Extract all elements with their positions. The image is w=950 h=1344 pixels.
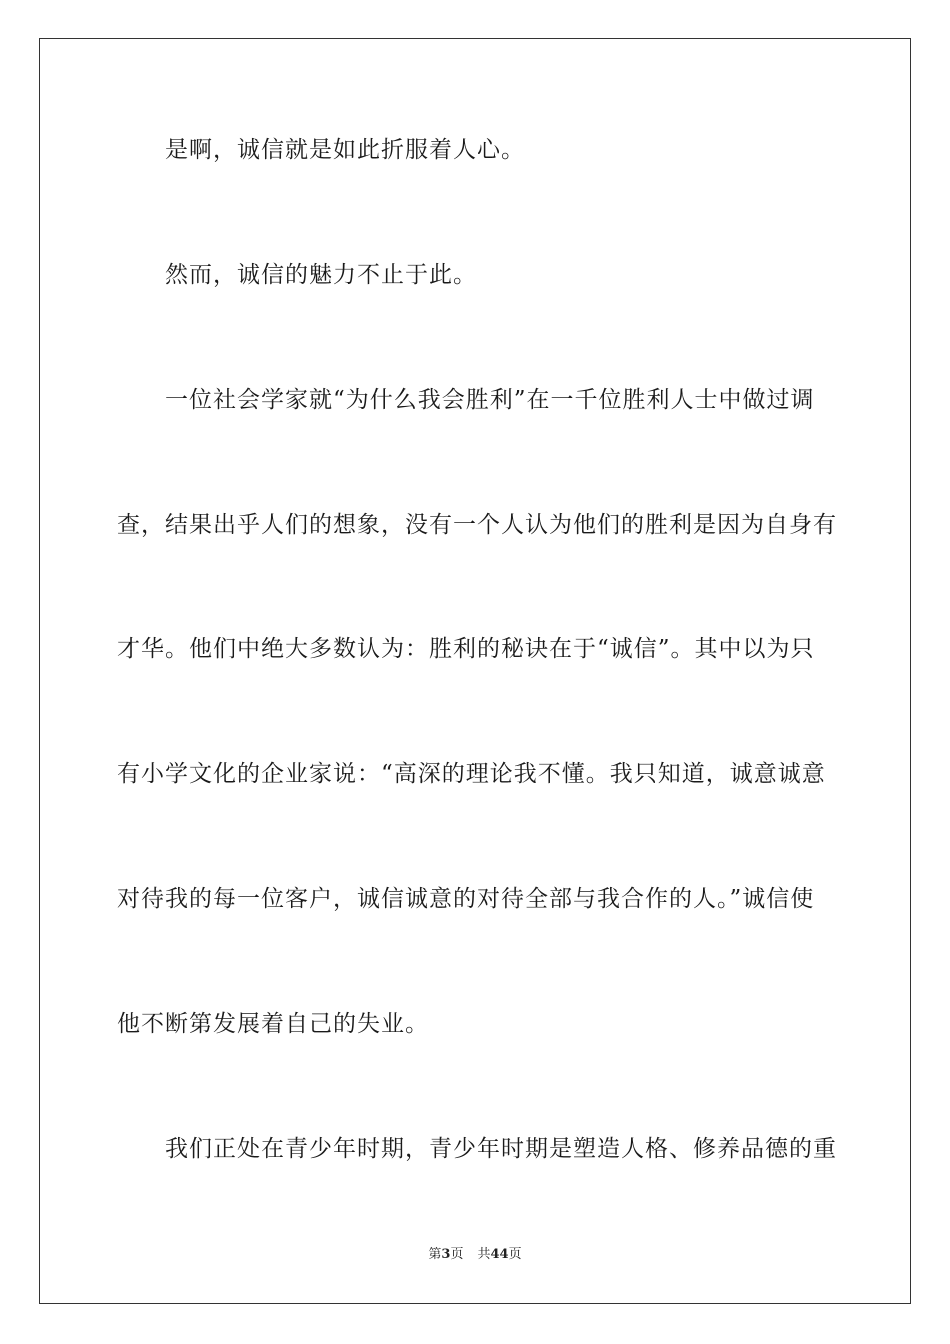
paragraph-line: 查，结果出乎人们的想象，没有一个人认为他们的胜利是因为自身有: [117, 512, 837, 538]
page-suffix: 页: [450, 1247, 464, 1262]
paragraph-line: 他不断第发展着自己的失业。: [117, 1011, 429, 1037]
total-prefix: 共: [477, 1247, 491, 1262]
page-number: 3: [441, 1247, 451, 1262]
page-border: [39, 38, 911, 1304]
total-pages: 44: [490, 1247, 509, 1262]
paragraph-line: 对待我的每一位客户，诚信诚意的对待全部与我合作的人。”诚信使: [117, 886, 815, 912]
paragraph-line: 有小学文化的企业家说：“高深的理论我不懂。我只知道，诚意诚意: [117, 761, 826, 787]
paragraph-line: 是啊，诚信就是如此折服着人心。: [165, 137, 525, 163]
page-prefix: 第: [428, 1247, 442, 1262]
paragraph-line: 一位社会学家就“为什么我会胜利”在一千位胜利人士中做过调: [165, 387, 815, 413]
page-footer: [0, 1246, 950, 1264]
total-suffix: 页: [508, 1247, 522, 1262]
paragraph-line: 我们正处在青少年时期，青少年时期是塑造人格、修养品德的重: [165, 1136, 837, 1162]
paragraph-line: 然而，诚信的魅力不止于此。: [165, 262, 477, 288]
paragraph-line: 才华。他们中绝大多数认为：胜利的秘诀在于“诚信”。其中以为只: [117, 636, 815, 662]
